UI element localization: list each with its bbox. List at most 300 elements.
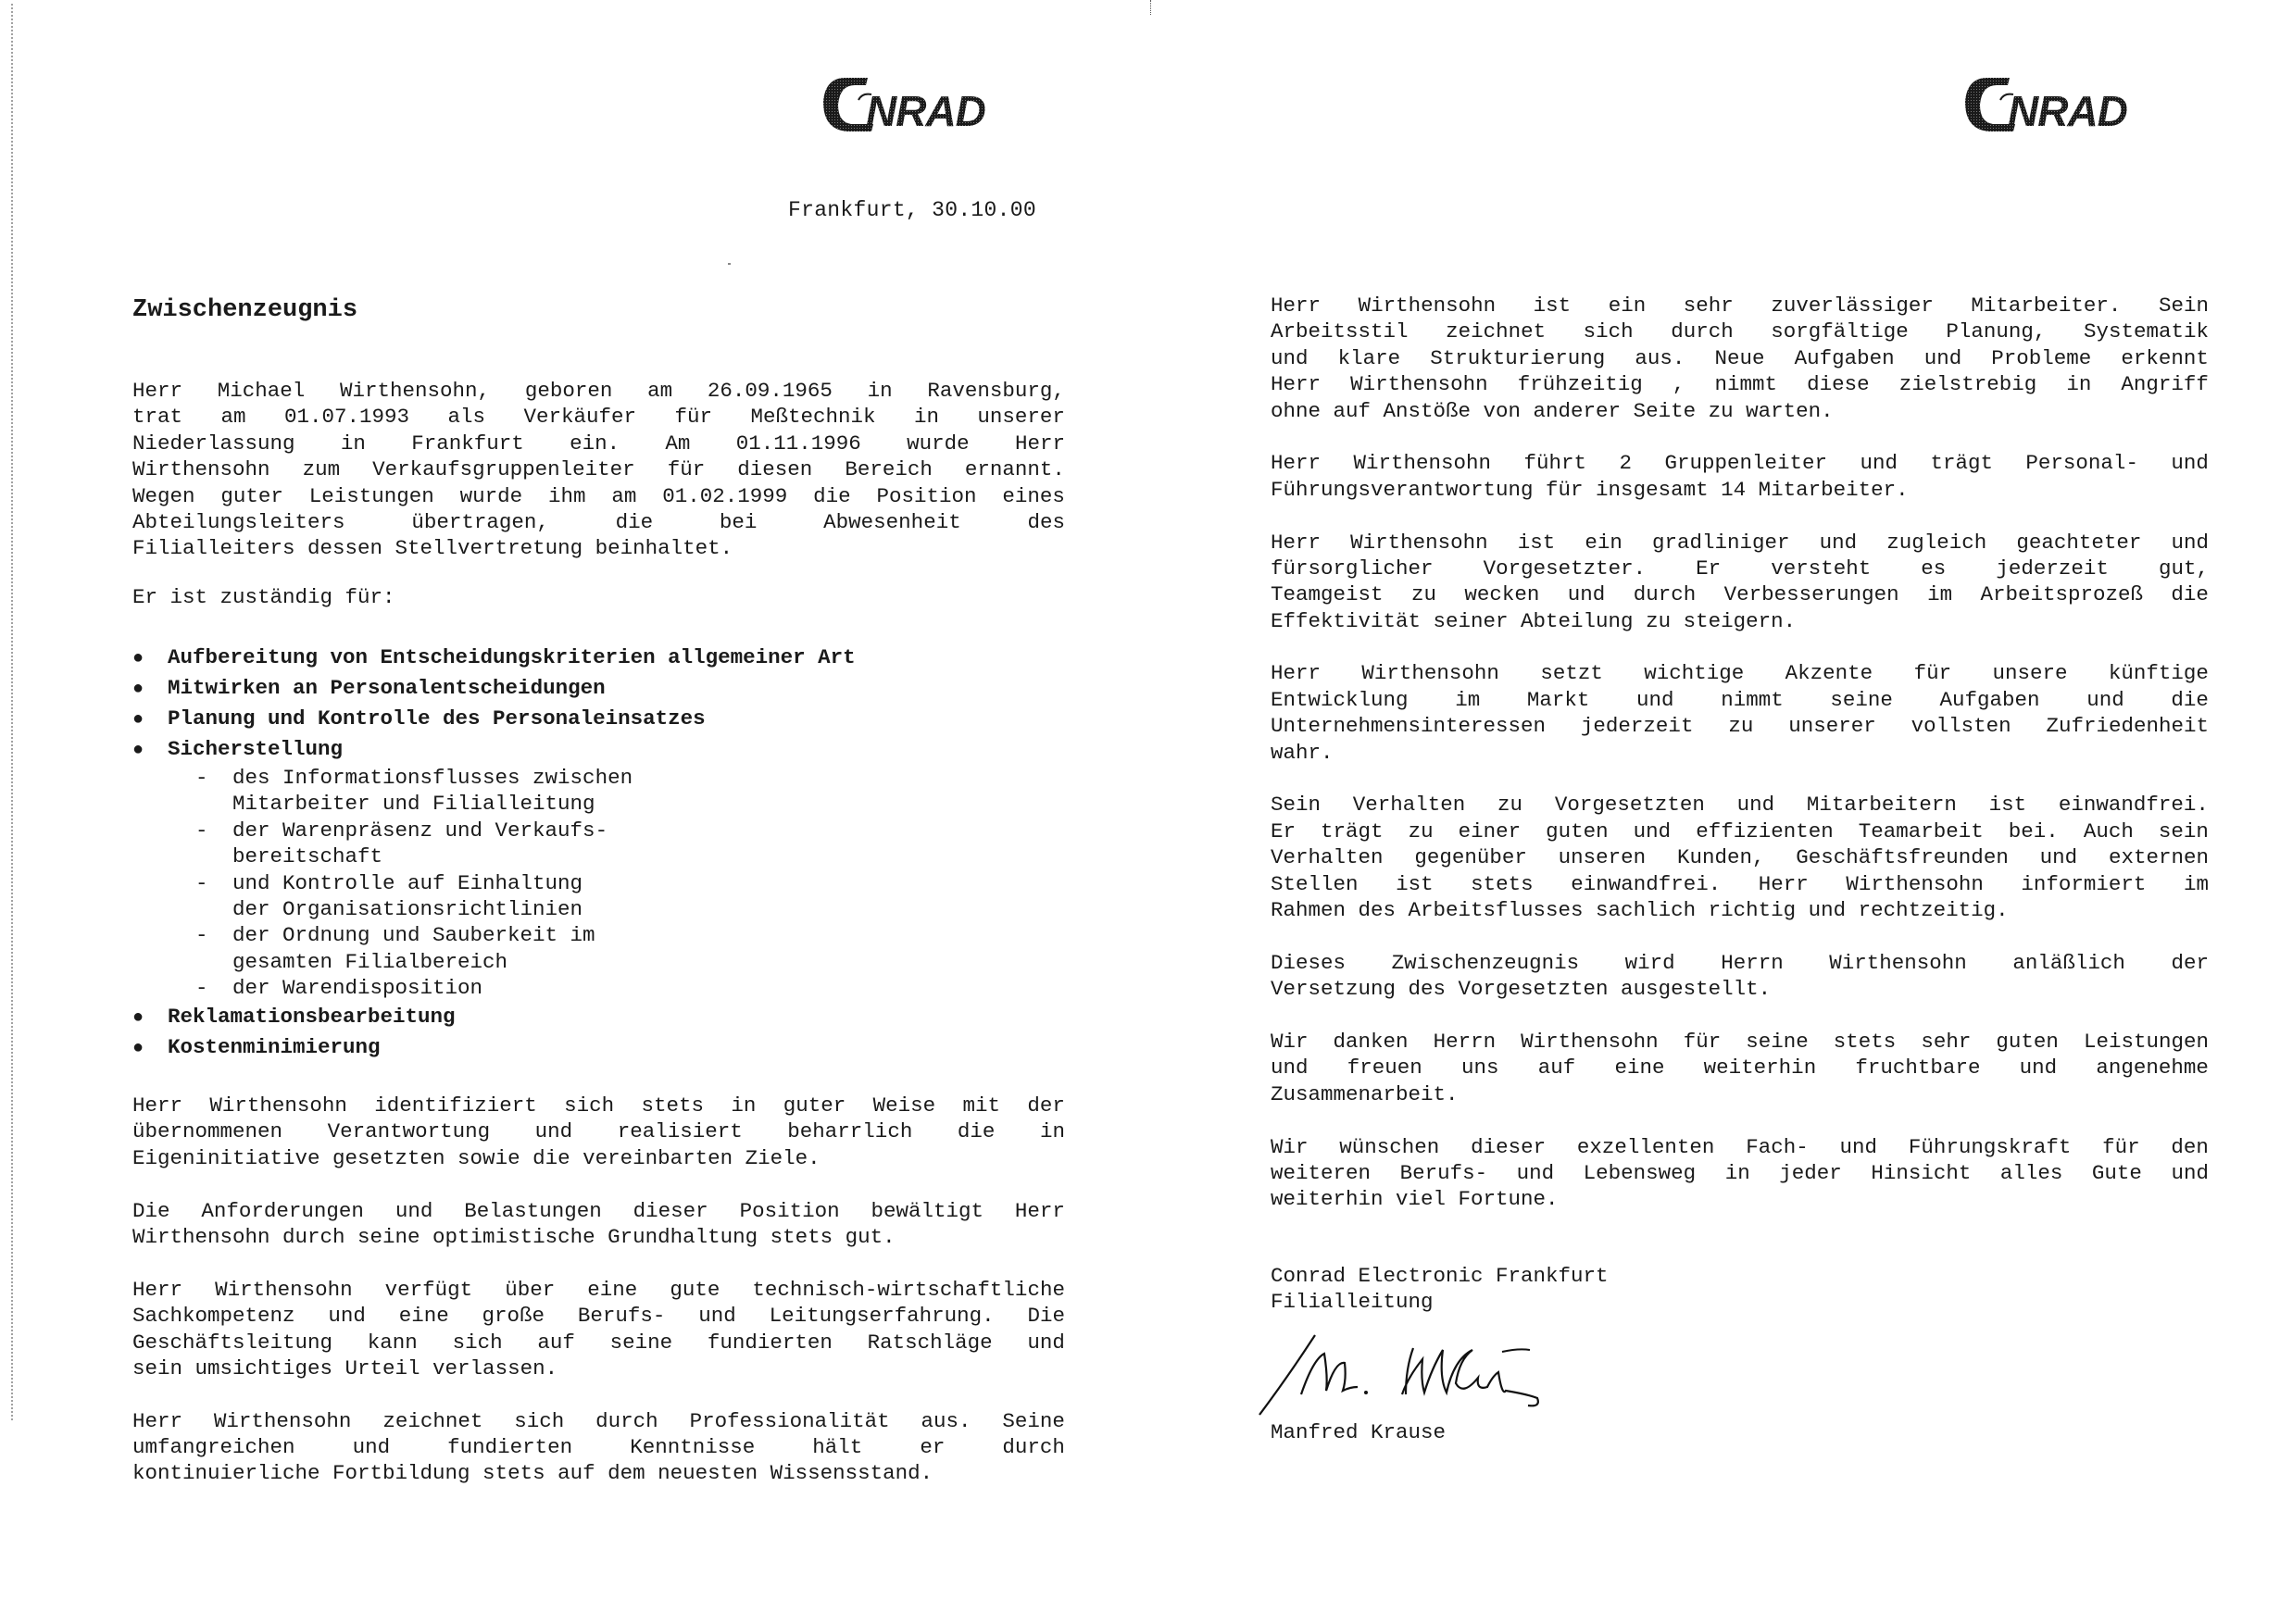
text-line: [132, 1277, 1065, 1303]
word: die: [2171, 687, 2209, 712]
word: Zwischenzeugnis: [1391, 950, 1580, 975]
word: in: [1039, 1119, 1065, 1144]
word: Frankfurt: [411, 431, 524, 456]
sub-list-item: - des Informationsflusses zwischen Mitarbeiter und Filialleitung: [195, 766, 633, 817]
word: und: [1839, 1134, 1878, 1159]
list-item: ● Kostenminimierung: [132, 1032, 1059, 1063]
text-line: ohne auf Anstöße von anderer Seite zu warten.: [1271, 398, 1834, 423]
word: Dieses: [1271, 950, 1347, 975]
word: Wirthensohn: [1521, 1029, 1659, 1054]
text-line: [132, 483, 1065, 509]
word: unseren: [1558, 845, 1647, 870]
word: Wirthensohn: [209, 1093, 347, 1118]
sub-list-item: - der Warendisposition: [195, 976, 483, 1001]
word: Neue: [1714, 345, 1765, 370]
word: wichtige: [1644, 661, 1745, 686]
text-line: Wirthensohn durch seine optimistische Grundhaltung stets gut.: [132, 1224, 896, 1249]
sub-list: [195, 765, 1059, 1002]
word: umfangreichen: [132, 1435, 295, 1460]
word: Meßtechnik: [750, 405, 876, 430]
word: stets: [1833, 1029, 1897, 1054]
word: Bereich: [845, 457, 933, 482]
word: 26.09.1965: [707, 379, 833, 403]
word: und: [2171, 530, 2209, 555]
word: Herr: [1014, 431, 1065, 456]
body-paragraphs-right: [1271, 293, 2209, 1213]
word: im: [1455, 687, 1481, 712]
word: und: [1860, 451, 1898, 476]
word: auf: [537, 1330, 575, 1355]
word: jederzeit: [1580, 714, 1694, 739]
word: fruchtbare: [1855, 1056, 1981, 1081]
word: Unternehmensinteressen: [1271, 714, 1547, 739]
word: des: [1027, 509, 1065, 534]
text-line: Zusammenarbeit.: [1271, 1081, 1459, 1106]
text-line: [1271, 660, 2209, 686]
paragraph: [1271, 1134, 2209, 1213]
dash-marker: -: [195, 818, 208, 843]
word: sich: [564, 1093, 615, 1118]
list-item: ● Mitwirken an Personalentscheidungen: [132, 673, 1059, 704]
scan-speck: [728, 263, 731, 265]
word: angenehme: [2096, 1056, 2209, 1081]
word: führt: [1523, 451, 1586, 476]
word: Vorgesetzter.: [1483, 556, 1647, 581]
word: einwandfrei.: [2058, 793, 2209, 818]
sender-company: Conrad Electronic Frankfurt: [1271, 1264, 1609, 1288]
word: kann: [367, 1330, 418, 1355]
word: seine: [609, 1330, 673, 1355]
text-line: [132, 1303, 1065, 1329]
body-paragraphs-left: [132, 1093, 1065, 1487]
word: bei.: [2008, 818, 2059, 843]
document-title: Zwischenzeugnis: [132, 296, 358, 324]
word: Zufriedenheit: [2046, 714, 2209, 739]
paragraph: [1271, 792, 2209, 923]
paragraph: [132, 1408, 1065, 1487]
word: unserer: [1788, 714, 1876, 739]
word: für: [667, 457, 706, 482]
word: technisch-wirtschaftliche: [752, 1277, 1065, 1302]
word: realisiert: [617, 1119, 743, 1144]
word: für: [1913, 661, 1952, 686]
text-line: [1271, 687, 2209, 713]
word: Stellen: [1271, 871, 1359, 896]
word: zeichnet: [1446, 319, 1547, 344]
word: sorgfältige: [1771, 319, 1909, 344]
text-line: [1271, 530, 2209, 556]
word: Wirthensohn: [215, 1277, 353, 1302]
word: Anforderungen: [201, 1198, 364, 1223]
text-line: weiterhin viel Fortune.: [1271, 1187, 1559, 1212]
word: Arbeitsstil: [1271, 319, 1409, 344]
text-line: [1271, 371, 2209, 397]
text-line: [1271, 871, 2209, 897]
word: und: [698, 1304, 736, 1329]
word: zum: [302, 457, 341, 482]
word: Markt: [1526, 687, 1590, 712]
text-line: Effektivität seiner Abteilung zu steigern.: [1271, 608, 1797, 633]
word: Wirthensohn: [1361, 661, 1499, 686]
word: wurde: [907, 431, 970, 456]
word: Teamgeist: [1271, 582, 1384, 607]
word: weiteren: [1271, 1160, 1372, 1185]
list-item: ● Reklamationsbearbeitung: [132, 1002, 1059, 1032]
word: Leistungen: [308, 483, 434, 508]
word: Wirthensohn: [1829, 950, 1967, 975]
word: fundierten: [707, 1330, 833, 1355]
text-line: [1271, 1134, 2209, 1160]
word: Herr: [132, 1093, 183, 1118]
bullet-icon: ●: [132, 679, 144, 700]
word: auf: [1537, 1056, 1576, 1081]
word: nimmt: [1714, 372, 1777, 397]
word: dieser: [1471, 1134, 1547, 1159]
word: Die: [132, 1198, 170, 1223]
word: unserer: [977, 405, 1065, 430]
word: Fach-: [1746, 1134, 1809, 1159]
word: nimmt: [1721, 687, 1784, 712]
word: und: [2171, 1160, 2209, 1185]
word: informiert: [2021, 871, 2147, 896]
word: seine: [1830, 687, 1893, 712]
word: fürsorglicher: [1271, 556, 1434, 581]
word: aus.: [921, 1408, 971, 1433]
word: danken: [1333, 1029, 1409, 1054]
conrad-logo: [1961, 74, 2202, 135]
word: ein.: [570, 431, 620, 456]
word: Berufs-: [577, 1304, 666, 1329]
word: guten: [1996, 1029, 2059, 1054]
word: dieser: [633, 1198, 708, 1223]
word: und: [1271, 1056, 1309, 1081]
word: Strukturierung: [1430, 345, 1606, 370]
word: ernannt.: [964, 457, 1065, 482]
word: zeichnet: [382, 1408, 483, 1433]
word: Wegen: [132, 483, 195, 508]
text-line: [132, 1093, 1065, 1118]
word: Vorgesetzten: [1554, 793, 1705, 818]
word: gute: [670, 1277, 720, 1302]
dash-marker: -: [195, 766, 208, 790]
word: Arbeitsprozeß: [1980, 582, 2144, 607]
word: setzt: [1540, 661, 1603, 686]
word: und: [2171, 451, 2209, 476]
paragraph: [1271, 1029, 2209, 1107]
bullet-icon: ●: [132, 1037, 144, 1059]
text-line: [1271, 950, 2209, 976]
text-line: [1271, 792, 2209, 818]
text-line: wahr.: [1271, 740, 1334, 765]
word: Sachkompetenz: [132, 1304, 295, 1329]
word: übernommenen: [132, 1119, 283, 1144]
word: der: [1027, 1093, 1065, 1118]
svg-text:NRAD: NRAD: [2008, 87, 2127, 135]
text-line: [1271, 1055, 2209, 1081]
word: stets: [1471, 871, 1534, 896]
word: zu: [1410, 582, 1436, 607]
word: geachteter: [2016, 530, 2142, 555]
word: Kenntnisse: [630, 1435, 756, 1460]
text-line: Eigeninitiative gesetzten sowie die vereinbarten Ziele.: [132, 1145, 821, 1170]
word: für: [1683, 1029, 1722, 1054]
text-line: [1271, 818, 2209, 844]
handwritten-signature-icon: [1250, 1322, 1565, 1424]
text-line: [132, 431, 1065, 456]
paragraph: [1271, 660, 2209, 766]
word: im: [2183, 871, 2209, 896]
word: und: [1271, 345, 1309, 370]
word: diese: [1807, 372, 1870, 397]
scan-edge-artifact: [11, 4, 15, 1420]
dash-marker: -: [195, 870, 208, 895]
word: Aufgaben: [1794, 345, 1895, 370]
word: guter: [783, 1093, 846, 1118]
text-line: [1271, 556, 2209, 581]
paragraph: [132, 1277, 1065, 1382]
word: zielstrebig: [1898, 372, 2037, 397]
word: eine: [587, 1277, 638, 1302]
word: exzellenten: [1576, 1134, 1715, 1159]
word: guten: [1546, 818, 1609, 843]
dash-marker: -: [195, 976, 208, 1001]
word: Geschäftsfreunden: [1796, 845, 2009, 870]
word: ist: [1396, 871, 1434, 896]
word: und: [1736, 793, 1775, 818]
word: Am: [665, 431, 691, 456]
word: Herr: [132, 379, 183, 403]
text-line: Filialleiters dessen Stellvertretung beinhaltet.: [132, 536, 733, 561]
word: Aufgaben: [1939, 687, 2040, 712]
word: Herrn: [1721, 950, 1784, 975]
word: bei: [719, 509, 758, 534]
word: diesen: [737, 457, 813, 482]
word: und: [534, 1119, 573, 1144]
text-line: [1271, 844, 2209, 870]
word: Wirthensohn,: [340, 379, 491, 403]
word: Verhalten: [1271, 845, 1384, 870]
word: geboren: [524, 379, 613, 403]
word: die: [813, 483, 851, 508]
word: guter: [220, 483, 283, 508]
word: Planung,: [1946, 319, 2047, 344]
word: zu: [1497, 793, 1523, 818]
word: Herr: [1758, 871, 1809, 896]
word: den: [2171, 1134, 2209, 1159]
word: Position: [739, 1198, 840, 1223]
text-line: [1271, 450, 2209, 476]
word: durch: [1671, 319, 1734, 344]
word: eine: [1614, 1056, 1665, 1081]
word: Führungskraft: [1908, 1134, 2072, 1159]
word: zu: [1408, 818, 1434, 843]
text-line: [132, 1408, 1065, 1434]
word: bewältigt: [871, 1198, 984, 1223]
text-line: [1271, 345, 2209, 371]
word: und: [395, 1198, 433, 1223]
word: für: [2102, 1134, 2140, 1159]
word: Mitarbeitern: [1806, 793, 1957, 818]
text-line: [132, 1434, 1065, 1460]
word: wurde: [459, 483, 523, 508]
word: Wirthensohn: [132, 457, 270, 482]
bullet-icon: ●: [132, 740, 144, 761]
word: 2: [1619, 451, 1632, 476]
list-item: ● Planung und Kontrolle des Personaleinsatzes: [132, 704, 1059, 734]
word: sein: [2158, 818, 2209, 843]
word: als: [447, 405, 485, 430]
word: Niederlassung: [132, 431, 295, 456]
paragraph: [132, 1198, 1065, 1251]
word: effizienten: [1696, 818, 1834, 843]
word: Lebensweg: [1583, 1160, 1697, 1185]
word: für: [674, 405, 712, 430]
word: gradliniger: [1651, 530, 1790, 555]
word: vollsten: [1910, 714, 2011, 739]
word: Abteilungsleiters: [132, 509, 345, 534]
word: hält: [812, 1435, 863, 1460]
text-line: [1271, 1160, 2209, 1186]
word: zuverlässiger: [1771, 294, 1934, 318]
word: Gute: [2091, 1160, 2142, 1185]
word: 01.11.1996: [735, 431, 861, 456]
word: sich: [1583, 319, 1634, 344]
word: 01.02.1999: [662, 483, 788, 508]
word: Sein: [2158, 294, 2209, 318]
word: Wir: [1271, 1029, 1309, 1054]
word: sehr: [1921, 1029, 1972, 1054]
word: Abwesenheit: [823, 509, 961, 534]
word: wird: [1624, 950, 1675, 975]
word: Herr: [1271, 530, 1322, 555]
word: Wirthensohn: [213, 1408, 352, 1433]
word: in: [340, 431, 366, 456]
word: Herr: [1014, 1198, 1065, 1223]
word: erkennt: [2121, 345, 2209, 370]
word: und: [1027, 1330, 1065, 1355]
word: Weise: [872, 1093, 936, 1118]
word: weiterhin: [1703, 1056, 1817, 1081]
word: Michael: [217, 379, 306, 403]
word: Hinsicht: [1871, 1160, 1972, 1185]
word: Systematik: [2083, 319, 2209, 344]
word: ,: [1672, 372, 1685, 397]
word: trägt: [1321, 818, 1384, 843]
word: Wirthensohn: [1350, 530, 1488, 555]
paragraph: [1271, 950, 2209, 1003]
word: zugleich: [1886, 530, 1987, 555]
word: freuen: [1347, 1056, 1422, 1081]
dash-marker: -: [195, 923, 208, 948]
word: versteht: [1771, 556, 1872, 581]
word: Sein: [1271, 793, 1322, 818]
signer-name: Manfred Krause: [1271, 1420, 1447, 1444]
word: Akzente: [1785, 661, 1873, 686]
word: Herr: [132, 1277, 183, 1302]
word: sehr: [1683, 294, 1734, 318]
word: verfügt: [384, 1277, 473, 1302]
word: und: [2039, 845, 2078, 870]
word: Wir: [1271, 1134, 1309, 1159]
word: ein: [1585, 530, 1622, 555]
word: uns: [1460, 1056, 1499, 1081]
word: Verantwortung: [327, 1119, 491, 1144]
word: über: [505, 1277, 556, 1302]
word: Seine: [1002, 1408, 1065, 1433]
word: jederzeit: [1996, 556, 2109, 581]
word: Verhalten: [1352, 793, 1466, 818]
word: Probleme: [1991, 345, 2092, 370]
text-line: [132, 1118, 1065, 1144]
text-line: Rahmen des Arbeitsflusses sachlich richtig und rechtzeitig.: [1271, 897, 2009, 922]
word: Mitarbeiter.: [1971, 294, 2122, 318]
word: und: [328, 1304, 366, 1329]
word: Teamarbeit: [1858, 818, 1984, 843]
word: Entwicklung: [1271, 687, 1409, 712]
word: 01.07.1993: [283, 405, 409, 430]
word: die: [957, 1119, 996, 1144]
word: Er: [1271, 818, 1297, 843]
word: Geschäftsleitung: [132, 1330, 333, 1355]
word: Leistungen: [2083, 1029, 2209, 1054]
word: am: [611, 483, 637, 508]
word: Auch: [2083, 818, 2134, 843]
word: mit: [962, 1093, 1001, 1118]
word: trat: [132, 405, 183, 430]
word: identifiziert: [374, 1093, 537, 1118]
word: frühzeitig: [1517, 372, 1643, 397]
word: durch: [595, 1408, 658, 1433]
text-line: [132, 1330, 1065, 1355]
word: Herrn: [1433, 1029, 1497, 1054]
bullet-icon: ●: [132, 648, 144, 669]
sub-list-item: - der Ordnung und Sauberkeit im gesamten Filialbereich: [195, 923, 595, 974]
paragraph: [1271, 293, 2209, 424]
responsibilities-list: [132, 643, 1059, 1063]
word: und: [1633, 818, 1672, 843]
word: durch: [1633, 582, 1697, 607]
word: ist: [1988, 793, 2027, 818]
word: eine: [398, 1304, 449, 1329]
sender-block: [1271, 1263, 1609, 1316]
conrad-logo-icon: [1961, 74, 2202, 135]
text-line: [1271, 1029, 2209, 1055]
word: wecken: [1464, 582, 1540, 607]
word: Die: [1027, 1304, 1065, 1329]
word: Wirthensohn: [1846, 871, 1984, 896]
word: ein: [1608, 294, 1647, 318]
word: Position: [876, 483, 977, 508]
word: jeder: [1779, 1160, 1842, 1185]
word: anläßlich: [2012, 950, 2125, 975]
word: trägt: [1930, 451, 1993, 476]
word: unsere: [1992, 661, 2068, 686]
word: externen: [2108, 845, 2209, 870]
word: die: [2171, 582, 2209, 607]
text-line: [1271, 581, 2209, 607]
word: alles: [1999, 1160, 2063, 1185]
word: Wirthensohn: [1353, 451, 1492, 476]
word: Wirthensohn: [1358, 294, 1497, 318]
text-line: [132, 1198, 1065, 1224]
word: gut,: [2158, 556, 2209, 581]
text-line: [1271, 713, 2209, 739]
word: Wirthensohn: [1350, 372, 1488, 397]
paragraph: [1271, 530, 2209, 635]
text-line: Führungsverantwortung für insgesamt 14 Mitarbeiter.: [1271, 477, 1909, 502]
text-line: [132, 404, 1065, 430]
word: Herr: [1271, 451, 1322, 476]
